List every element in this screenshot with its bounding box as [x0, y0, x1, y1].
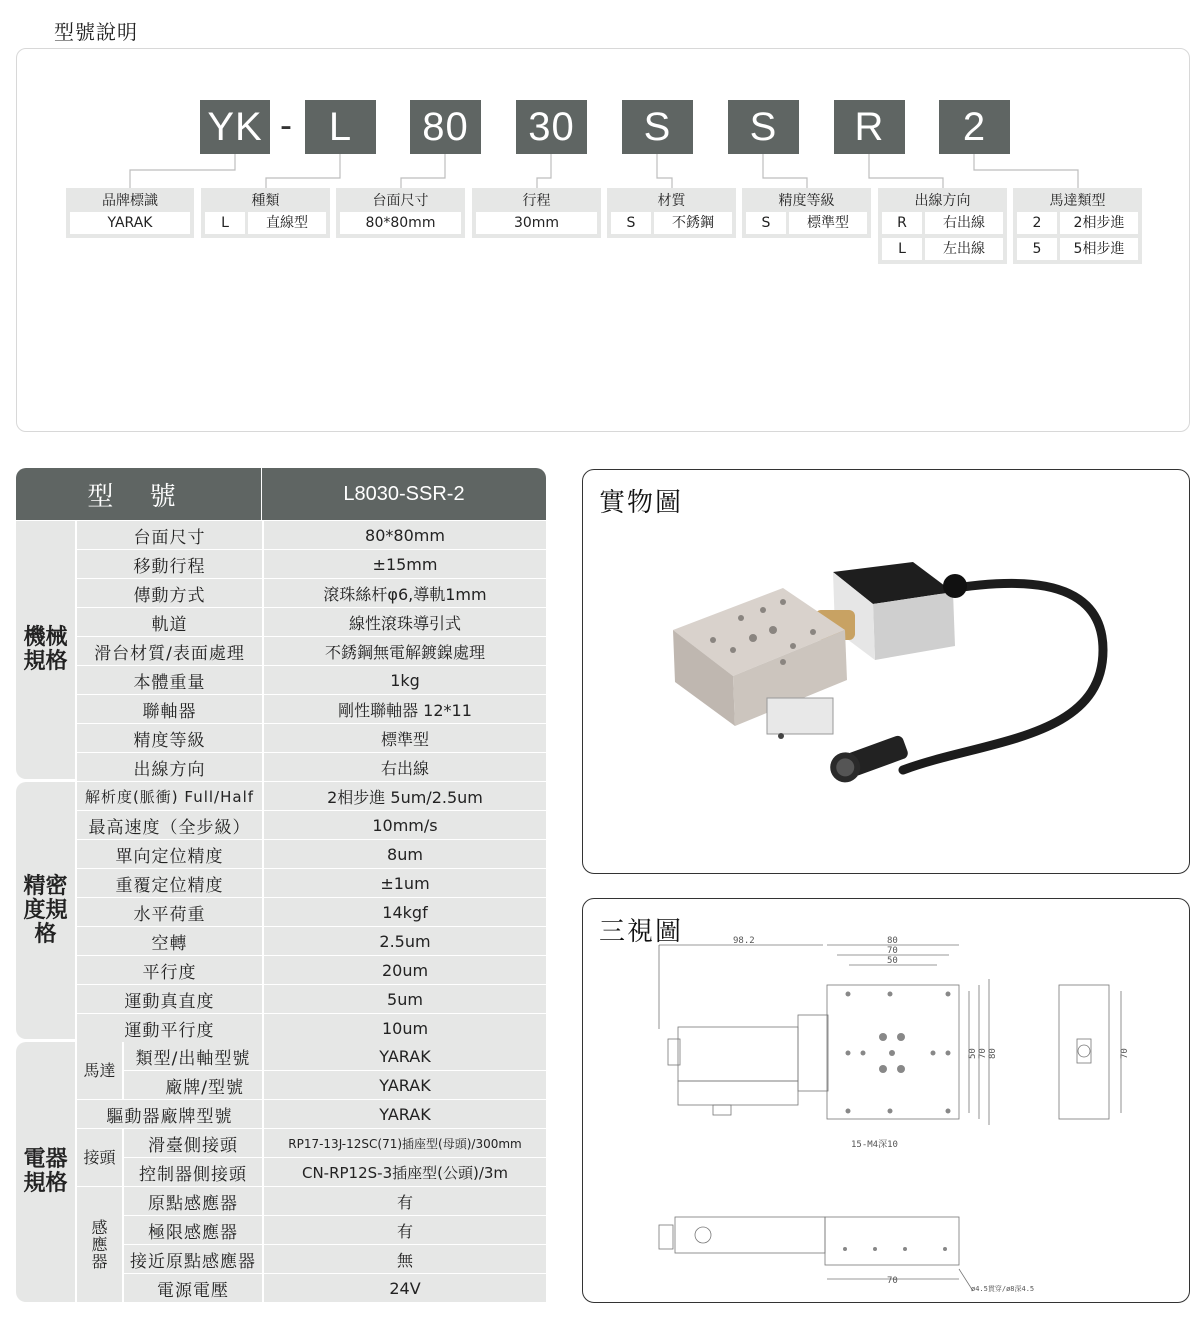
spec-table — [16, 468, 546, 520]
legend-value: 左出線 — [925, 238, 1003, 260]
spec-row-label: 聯軸器 — [77, 695, 262, 723]
code-part-type: L — [305, 100, 376, 154]
code-part-motor: 2 — [939, 100, 1010, 154]
spec-row-label: 本體重量 — [77, 666, 262, 694]
legend-value: 標準型 — [789, 212, 867, 234]
legend-value: 2相步進 — [1060, 212, 1138, 234]
spec-row-label: 最高速度（全步級） — [77, 811, 262, 839]
spec-row-value: YARAK — [264, 1100, 546, 1128]
dim-width-50: 50 — [887, 956, 898, 966]
spec-row-label: 滑台材質/表面處理 — [77, 637, 262, 665]
spec-row-value: 有 — [264, 1216, 546, 1244]
legend-code: S — [611, 212, 651, 234]
legend-title: 出線方向 — [914, 193, 971, 209]
product-photo — [583, 470, 1189, 873]
spec-header-label: 型 號 — [16, 468, 262, 520]
legend-value: 80*80mm — [340, 212, 461, 234]
spec-row-value: 20um — [264, 956, 546, 984]
legend-title: 行程 — [522, 193, 551, 209]
legend-code: R — [882, 212, 922, 234]
legend-outlet — [878, 188, 1007, 264]
legend-value: 右出線 — [925, 212, 1003, 234]
spec-row-value: ±15mm — [264, 550, 546, 578]
subgroup-sensor: 感應器 — [77, 1187, 122, 1302]
spec-row-label: 控制器側接頭 — [124, 1158, 262, 1186]
dim-height-70: 70 — [978, 1048, 988, 1059]
spec-row-value: 1kg — [264, 666, 546, 694]
spec-row-label: 精度等級 — [77, 724, 262, 752]
photo-title: 實物圖 — [599, 488, 684, 518]
dim-length: 98.2 — [733, 936, 755, 946]
legend-title: 馬達類型 — [1049, 193, 1106, 209]
legend-brand — [66, 188, 194, 238]
spec-row-label: 驅動器廠牌型號 — [77, 1100, 262, 1128]
spec-row-value: 標準型 — [264, 724, 546, 752]
spec-row-value: 24V — [264, 1274, 546, 1302]
spec-row-label: 原點感應器 — [124, 1187, 262, 1215]
spec-row-value: CN-RP12S-3插座型(公頭)/3m — [264, 1158, 546, 1186]
spec-row-value: 無 — [264, 1245, 546, 1273]
spec-row-value: 有 — [264, 1187, 546, 1215]
dim-bottom-holes: ø4.5貫穿/ø8深4.5 — [971, 1285, 1035, 1293]
spec-row-value: YARAK — [264, 1042, 546, 1070]
spec-row-value: 8um — [264, 840, 546, 868]
group-mechanical: 機械規格 — [16, 521, 75, 779]
legend-type — [201, 188, 330, 238]
spec-row-label: 解析度(脈衝) Full/Half — [77, 782, 262, 810]
spec-row-label: 運動平行度 — [77, 1014, 262, 1042]
spec-row-value: 14kgf — [264, 898, 546, 926]
dim-height-80: 80 — [988, 1048, 998, 1059]
legend-value: YARAK — [70, 212, 190, 234]
code-part-brand: YK — [200, 100, 270, 154]
legend-title: 材質 — [657, 193, 686, 209]
legend-value: 5相步進 — [1060, 238, 1138, 260]
spec-row-value: 不銹鋼無電解鍍鎳處理 — [264, 637, 546, 665]
spec-row-label: 極限感應器 — [124, 1216, 262, 1244]
legend-code: L — [882, 238, 922, 260]
spec-row-label: 接近原點感應器 — [124, 1245, 262, 1273]
code-part-material: S — [622, 100, 693, 154]
legend-motor — [1013, 188, 1142, 264]
spec-header-model: L8030-SSR-2 — [343, 482, 465, 505]
legend-code: S — [746, 212, 786, 234]
legend-title: 台面尺寸 — [372, 193, 429, 209]
code-part-size: 80 — [410, 100, 481, 154]
dim-width-70: 70 — [887, 946, 898, 956]
legend-code: 5 — [1017, 238, 1057, 260]
group-precision: 精密度規格 — [16, 782, 75, 1039]
spec-row-label: 單向定位精度 — [77, 840, 262, 868]
legend-value: 30mm — [476, 212, 597, 234]
spec-row-label: 滑臺側接頭 — [124, 1129, 262, 1157]
spec-row-value: 剛性聯軸器 12*11 — [264, 695, 546, 723]
spec-row-label: 電源電壓 — [124, 1274, 262, 1302]
spec-row-label: 軌道 — [77, 608, 262, 636]
dim-width-80: 80 — [887, 936, 898, 946]
spec-row-value: 80*80mm — [264, 521, 546, 549]
spec-row-value: 5um — [264, 985, 546, 1013]
legend-value: 直線型 — [248, 212, 326, 234]
spec-row-value: 線性滾珠導引式 — [264, 608, 546, 636]
spec-row-label: 傳動方式 — [77, 579, 262, 607]
code-part-outlet: R — [834, 100, 905, 154]
section-title-model: 型號說明 — [54, 20, 138, 44]
spec-row-label: 平行度 — [77, 956, 262, 984]
spec-row-value: RP17-13J-12SC(71)插座型(母頭)/300mm — [264, 1129, 546, 1157]
code-dash: - — [280, 104, 292, 145]
legend-code: L — [205, 212, 245, 234]
photo-frame — [582, 469, 1190, 874]
subgroup-connector: 接頭 — [77, 1129, 122, 1186]
spec-row-label: 空轉 — [77, 927, 262, 955]
spec-row-label: 移動行程 — [77, 550, 262, 578]
spec-row-label: 台面尺寸 — [77, 521, 262, 549]
spec-row-value: ±1um — [264, 869, 546, 897]
group-electrical: 電器規格 — [16, 1042, 75, 1302]
spec-row-value: 10um — [264, 1014, 546, 1042]
spec-row-label: 類型/出軸型號 — [124, 1042, 262, 1070]
spec-table-header — [16, 468, 546, 520]
legend-size — [336, 188, 465, 238]
spec-row-label: 廠牌/型號 — [124, 1071, 262, 1099]
legend-title: 種類 — [251, 193, 280, 209]
code-connector-lines — [0, 0, 1200, 200]
spec-row-label: 運動真直度 — [77, 985, 262, 1013]
spec-row-value: 滾珠絲杆φ6,導軌1mm — [264, 579, 546, 607]
legend-code: 2 — [1017, 212, 1057, 234]
dim-holes-note: 15-M4深10 — [851, 1140, 898, 1150]
legend-material — [607, 188, 736, 238]
three-view-drawing — [583, 899, 1189, 1302]
legend-accuracy — [742, 188, 871, 238]
spec-row-value: 2相步進 5um/2.5um — [264, 782, 546, 810]
legend-value: 不銹鋼 — [654, 212, 732, 234]
dim-bottom-70: 70 — [887, 1276, 898, 1286]
spec-row-value: 右出線 — [264, 753, 546, 781]
code-part-accuracy: S — [728, 100, 799, 154]
legend-stroke — [472, 188, 601, 238]
spec-row-value: YARAK — [264, 1071, 546, 1099]
spec-row-value: 2.5um — [264, 927, 546, 955]
subgroup-motor: 馬達 — [77, 1042, 122, 1099]
dim-height-50: 50 — [968, 1048, 978, 1059]
dim-side-70: 70 — [1120, 1048, 1130, 1059]
spec-row-label: 重覆定位精度 — [77, 869, 262, 897]
three-view-title: 三視圖 — [599, 917, 684, 947]
legend-title: 精度等級 — [778, 193, 835, 209]
three-view-frame — [582, 898, 1190, 1303]
spec-row-label: 出線方向 — [77, 753, 262, 781]
legend-title: 品牌標識 — [102, 193, 158, 209]
code-part-stroke: 30 — [516, 100, 587, 154]
spec-row-value: 10mm/s — [264, 811, 546, 839]
spec-row-label: 水平荷重 — [77, 898, 262, 926]
